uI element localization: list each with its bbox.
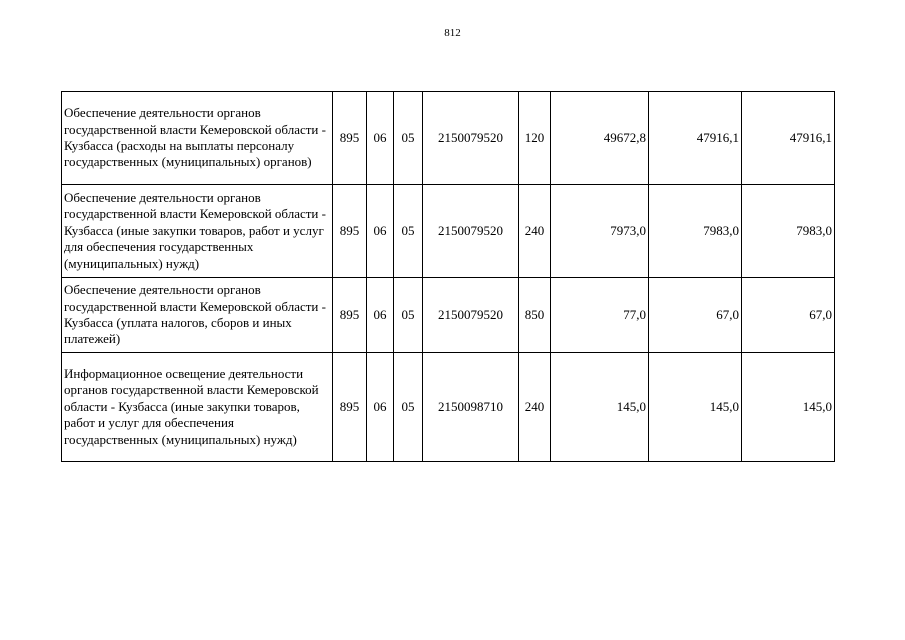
amount-3-cell: 145,0 [742,353,835,462]
amount-1-cell: 49672,8 [551,92,649,185]
expense-name-cell: Обеспечение деятельности органов государственной власти Кемеровской области - Кузбасса (расходы на выплаты персоналу государственных (муниципальных) органов) [62,92,333,185]
ministry-code-cell: 895 [333,92,367,185]
table-row [62,92,835,185]
ministry-code-cell: 895 [333,278,367,353]
expense-name-cell: Обеспечение деятельности органов государственной власти Кемеровской области - Кузбасса (уплата налогов, сборов и иных платежей) [62,278,333,353]
amount-1-cell: 7973,0 [551,185,649,278]
amount-1-cell: 145,0 [551,353,649,462]
amount-2-cell: 145,0 [649,353,742,462]
expense-type-cell: 120 [519,92,551,185]
subsection-code-cell: 05 [394,185,423,278]
table-row [62,353,835,462]
expense-type-cell: 850 [519,278,551,353]
amount-2-cell: 67,0 [649,278,742,353]
target-code-cell: 2150079520 [423,185,519,278]
table-row [62,278,835,353]
target-code-cell: 2150079520 [423,278,519,353]
expense-name-cell: Информационное освещение деятельности органов государственной власти Кемеровской области - Кузбасса (иные закупки товаров, работ и услуг для обеспечения государственных (муниципальных) нужд) [62,353,333,462]
target-code-cell: 2150098710 [423,353,519,462]
section-code-cell: 06 [367,353,394,462]
table-row [62,185,835,278]
amount-3-cell: 7983,0 [742,185,835,278]
amount-3-cell: 67,0 [742,278,835,353]
amount-2-cell: 47916,1 [649,92,742,185]
subsection-code-cell: 05 [394,92,423,185]
page-number: 812 [444,27,461,39]
section-code-cell: 06 [367,185,394,278]
expense-type-cell: 240 [519,185,551,278]
budget-table [61,91,835,462]
amount-3-cell: 47916,1 [742,92,835,185]
amount-2-cell: 7983,0 [649,185,742,278]
ministry-code-cell: 895 [333,185,367,278]
section-code-cell: 06 [367,278,394,353]
amount-1-cell: 77,0 [551,278,649,353]
expense-name-cell: Обеспечение деятельности органов государственной власти Кемеровской области - Кузбасса (иные закупки товаров, работ и услуг для обеспечения государственных (муниципальных) нужд) [62,185,333,278]
subsection-code-cell: 05 [394,278,423,353]
ministry-code-cell: 895 [333,353,367,462]
section-code-cell: 06 [367,92,394,185]
subsection-code-cell: 05 [394,353,423,462]
expense-type-cell: 240 [519,353,551,462]
target-code-cell: 2150079520 [423,92,519,185]
